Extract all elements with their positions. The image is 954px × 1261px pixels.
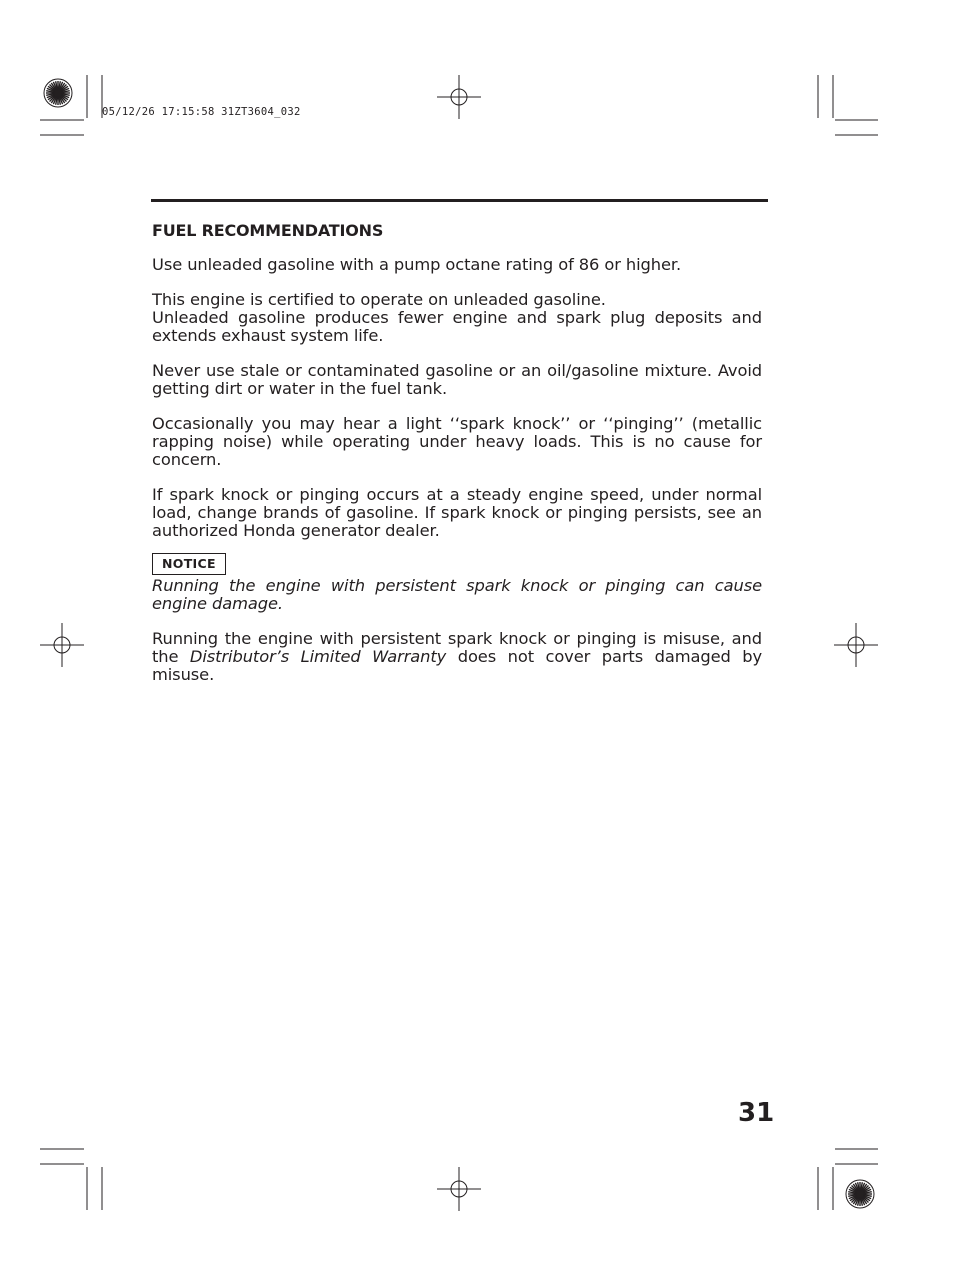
page-number: 31 bbox=[738, 1098, 775, 1128]
notice-text: Running the engine with persistent spark knock or pinging can cause engine damage. bbox=[152, 576, 762, 613]
starburst-icon-bottom-right bbox=[846, 1180, 874, 1208]
warranty-title: Distributor’s Limited Warranty bbox=[189, 647, 447, 666]
section-heading: FUEL RECOMMENDATIONS bbox=[152, 221, 384, 240]
paragraph-certified: This engine is certified to operate on unleaded gasoline. bbox=[152, 290, 606, 309]
paragraph-warranty bbox=[152, 630, 762, 684]
registration-mark-top bbox=[437, 75, 481, 119]
paragraph-deposits: Unleaded gasoline produces fewer engine and spark plug deposits and extends exhaust system life. bbox=[152, 308, 762, 345]
warranty-text-after: does not cover parts damaged by misuse. bbox=[152, 647, 762, 684]
registration-mark-bottom bbox=[437, 1167, 481, 1211]
registration-mark-right bbox=[834, 623, 878, 667]
header-rule bbox=[151, 199, 768, 202]
warranty-text-before: Running the engine with persistent spark knock or pinging is misuse, and the bbox=[152, 629, 762, 666]
paragraph-change-brands: If spark knock or pinging occurs at a steady engine speed, under normal load, change brands of gasoline. If spark knock or pinging persists, see an authorized Honda generator dealer. bbox=[152, 485, 762, 540]
paragraph-spark-knock: Occasionally you may hear a light ‘‘spark knock’’ or ‘‘pinging’’ (metallic rapping noise) while operating under heavy loads. This is no cause for concern. bbox=[152, 414, 762, 469]
registration-mark-left bbox=[40, 623, 84, 667]
print-stamp: 05/12/26 17:15:58 31ZT3604_032 bbox=[102, 106, 301, 118]
notice-label: NOTICE bbox=[152, 553, 226, 575]
paragraph-stale-fuel: Never use stale or contaminated gasoline or an oil/gasoline mixture. Avoid getting dirt or water in the fuel tank. bbox=[152, 361, 762, 398]
page-content bbox=[152, 221, 762, 701]
paragraph-octane: Use unleaded gasoline with a pump octane rating of 86 or higher. bbox=[152, 255, 682, 274]
starburst-icon-top-left bbox=[44, 79, 72, 107]
